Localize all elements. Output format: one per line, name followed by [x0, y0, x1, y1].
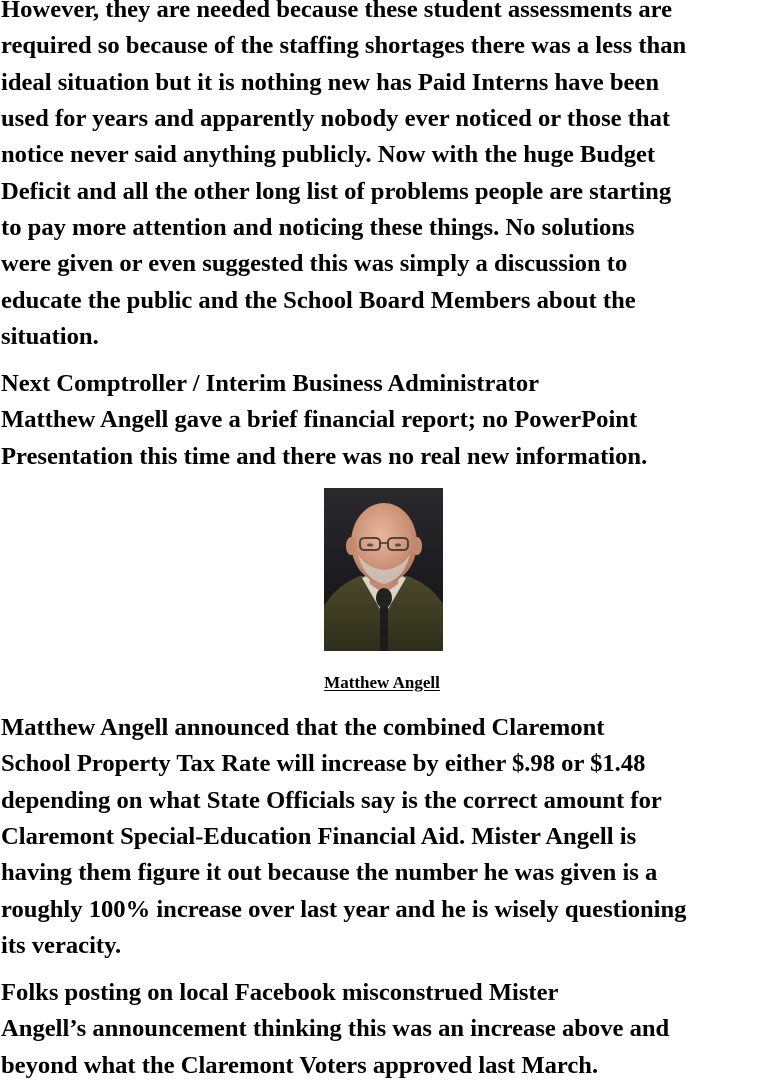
portrait-photo — [324, 488, 443, 651]
paragraph-facebook: Folks posting on local Facebook misconstrued Mister Angell’s announcement thinking this was an increase above and beyond what the Claremont Voters approved last March. — [1, 979, 670, 1079]
photo-caption — [0, 672, 764, 694]
photo-caption-text: Matthew Angell — [324, 673, 440, 692]
paragraph-staffing-shortages: However, they are needed because these student assessments are required so because of the staffing shortages there was a less than ideal situation but it is nothing new has Paid Interns have been used for years and apparently nobody ever noticed or those that notice never said anything publicly. Now with the huge Budget Deficit and all the other long list of problems people are starting to pay more attention and noticing these things. No solutions were given or even suggested this was simply a discussion to educate the public and the School Board Members about the situation. — [1, 0, 687, 351]
paragraph-financial-report: Next Comptroller / Interim Business Administrator Matthew Angell gave a brief financial report; no PowerPoint Presentation this time and there was no real new information. — [1, 370, 648, 470]
paragraph-tax-rate: Matthew Angell announced that the combined Claremont School Property Tax Rate will increase by either $.98 or $1.48 depending on what State Officials say is the correct amount for Claremont Special-Education Financial Aid. Mister Angell is having them figure it out because the number he was given is a roughly 100% increase over last year and he is wisely questioning its veracity. — [1, 714, 687, 960]
